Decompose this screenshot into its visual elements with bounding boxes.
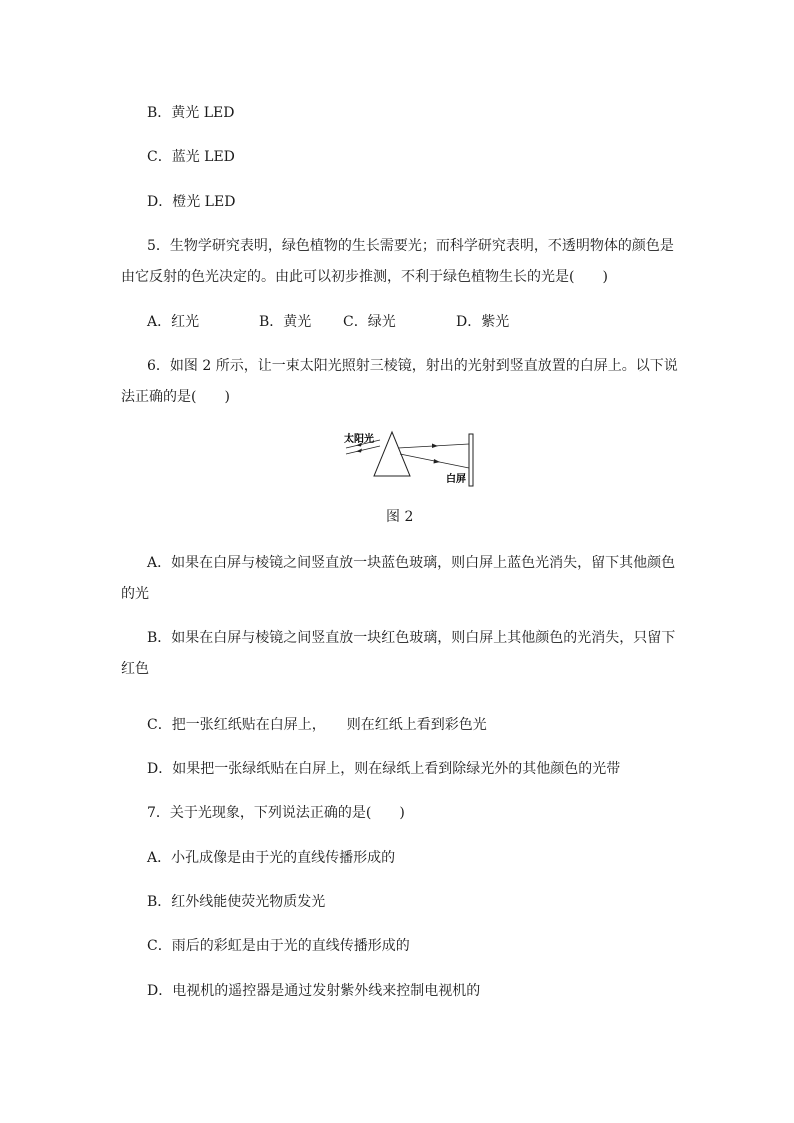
q6-option-b-line-1: B．如果在白屏与棱镜之间竖直放一块红色玻璃，则白屏上其他颜色的光消失，只留下 bbox=[147, 630, 676, 646]
q6-option-a-line-1: A．如果在白屏与棱镜之间竖直放一块蓝色玻璃，则白屏上蓝色光消失，留下其他颜色 bbox=[147, 555, 676, 571]
q5-option-d: D．紫光 bbox=[456, 314, 510, 330]
q6-option-c: C．把一张红纸贴在白屏上， 则在红纸上看到彩色光 bbox=[147, 717, 487, 733]
q6-option-d: D．如果把一张绿纸贴在白屏上，则在绿纸上看到除绿光外的其他颜色的光带 bbox=[147, 761, 621, 777]
prism-figure bbox=[340, 424, 480, 494]
white-screen bbox=[469, 434, 473, 486]
q6-stem-line-1: 6．如图 2 所示，让一束太阳光照射三棱镜，射出的光射到竖直放置的白屏上。以下说 bbox=[147, 358, 678, 374]
label-white-screen: 白屏 bbox=[446, 474, 466, 485]
q5-option-c: C．绿光 bbox=[343, 314, 396, 330]
ray-arrow-icon bbox=[356, 449, 362, 453]
q7-option-d: D．电视机的遥控器是通过发射紫外线来控制电视机的 bbox=[147, 983, 481, 999]
prism-diagram bbox=[340, 424, 480, 494]
q5-option-a: A．红光 bbox=[147, 314, 200, 330]
q6-stem-line-2: 法正确的是( ) bbox=[121, 389, 230, 405]
q5-stem-line-1: 5．生物学研究表明，绿色植物的生长需要光；而科学研究表明，不透明物体的颜色是 bbox=[147, 238, 674, 254]
q4-option-c: C．蓝光 LED bbox=[147, 149, 235, 165]
q7-option-a: A．小孔成像是由于光的直线传播形成的 bbox=[147, 850, 396, 866]
ray-arrow-icon bbox=[434, 459, 441, 464]
q7-option-b: B．红外线能使荧光物质发光 bbox=[147, 894, 326, 910]
q7-option-c: C．雨后的彩虹是由于光的直线传播形成的 bbox=[147, 938, 410, 954]
q5-stem-line-2: 由它反射的色光决定的。由此可以初步推测，不利于绿色植物生长的光是( ) bbox=[121, 269, 608, 285]
q6-option-b-line-2: 红色 bbox=[121, 661, 149, 677]
label-sunlight: 太阳光 bbox=[344, 434, 374, 445]
q4-option-b: B．黄光 LED bbox=[147, 105, 235, 121]
q4-option-d: D．橙光 LED bbox=[147, 194, 236, 210]
prism-triangle bbox=[374, 432, 410, 476]
figure-caption: 图 2 bbox=[386, 509, 414, 525]
q5-option-b: B．黄光 bbox=[259, 314, 312, 330]
q6-option-a-line-2: 的光 bbox=[121, 586, 149, 602]
q7-stem: 7．关于光现象，下列说法正确的是( ) bbox=[147, 805, 405, 821]
ray-arrow-icon bbox=[432, 444, 438, 449]
